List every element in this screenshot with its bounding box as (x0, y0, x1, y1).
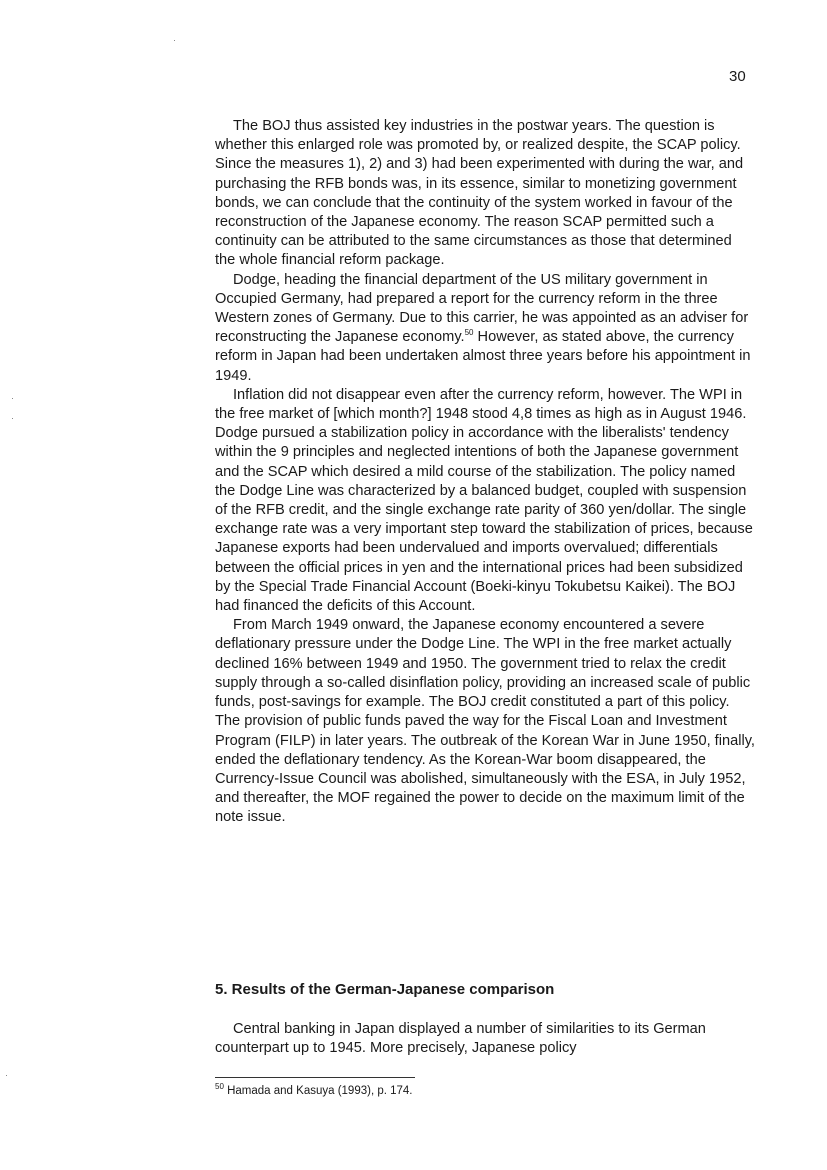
paragraph-dodge (215, 271, 755, 386)
scan-speck (12, 398, 13, 399)
footnote (215, 1084, 413, 1098)
footnote-marker: 50 (215, 1082, 224, 1092)
footnote-text: Hamada and Kasuya (1993), p. 174. (223, 1085, 413, 1097)
section-body (215, 1020, 755, 1058)
paragraph-inflation: Inflation did not disappear even after the currency reform, however. The WPI in the free market of [which month?] 1948 stood 4,8 times as high as in August 1946. Dodge pursued a stabilization policy in accordance with the liberalists' tendency within the 9 principles and neglected intentions of both the Japanese government and the SCAP which desired a mild course of the stabilization. The policy named the Dodge Line was characterized by a balanced budget, coupled with suspension of the RFB credit, and the single exchange rate parity of 360 yen/dollar. The single exchange rate was a very important step toward the stabilization of prices, because Japanese exports had been undervalued and imports overvalued; differentials between the official prices in yen and the international prices had been subsidized by the Special Trade Financial Account (Boeki-kinyu Tokubetsu Kaikei). The BOJ had financed the deficits of this Account. (215, 386, 753, 615)
scan-speck (12, 418, 13, 419)
body-text (215, 117, 755, 828)
paragraph-deflation: From March 1949 onward, the Japanese economy encountered a severe deflationary pressure under the Dodge Line. The WPI in the free market actually declined 16% between 1949 and 1950. The government tried to relax the credit supply through a so-called disinflation policy, providing an increased scale of public funds, post-savings for example. The BOJ credit constituted a part of this policy. The provision of public funds paved the way for the Fiscal Loan and Investment Program (FILP) in later years. The outbreak of the Korean War in June 1950, finally, ended the deflationary tendency. As the Korean-War boom disappeared, the Currency-Issue Council was abolished, simultaneously with the ESA, in July 1952, and thereafter, the MOF regained the power to decide on the maximum limit of the note issue. (215, 617, 755, 826)
paragraph-boj-assistance: The BOJ thus assisted key industries in the postwar years. The question is whether this enlarged role was promoted by, or realized despite, the SCAP policy. Since the measures 1), 2) and 3) had been experimented with during the war, and purchasing the RFB bonds was, in its essence, similar to monetizing government bonds, we can conclude that the continuity of the system worked in favour of the reconstruction of the Japanese economy. The reason SCAP permitted such a continuity can be attributed to the same circumstances as those that determined the whole financial reform package. (215, 118, 744, 269)
paragraph-dodge-text: Dodge, heading the financial department of the US military government in Occupied Germany, had prepared a report for the currency reform in the three Western zones of Germany. Due to this carrier, he was appointed as an adviser for reconstructing the Japanese economy. (215, 271, 749, 346)
scan-speck (6, 1075, 7, 1076)
paragraph-dodge-text-continued: However, as stated above, the currency reform in Japan had been undertaken almost three years before his appointment in 1949. (215, 329, 751, 384)
footnote-divider (215, 1077, 415, 1078)
paragraph-central-banking: Central banking in Japan displayed a number of similarities to its German counterpart up to 1945. More precisely, Japanese policy (215, 1021, 706, 1057)
scan-speck (174, 40, 175, 41)
page-number: 30 (729, 68, 746, 85)
section-heading: 5. Results of the German-Japanese comparison (215, 981, 555, 998)
footnote-reference[interactable]: 50 (464, 328, 474, 338)
